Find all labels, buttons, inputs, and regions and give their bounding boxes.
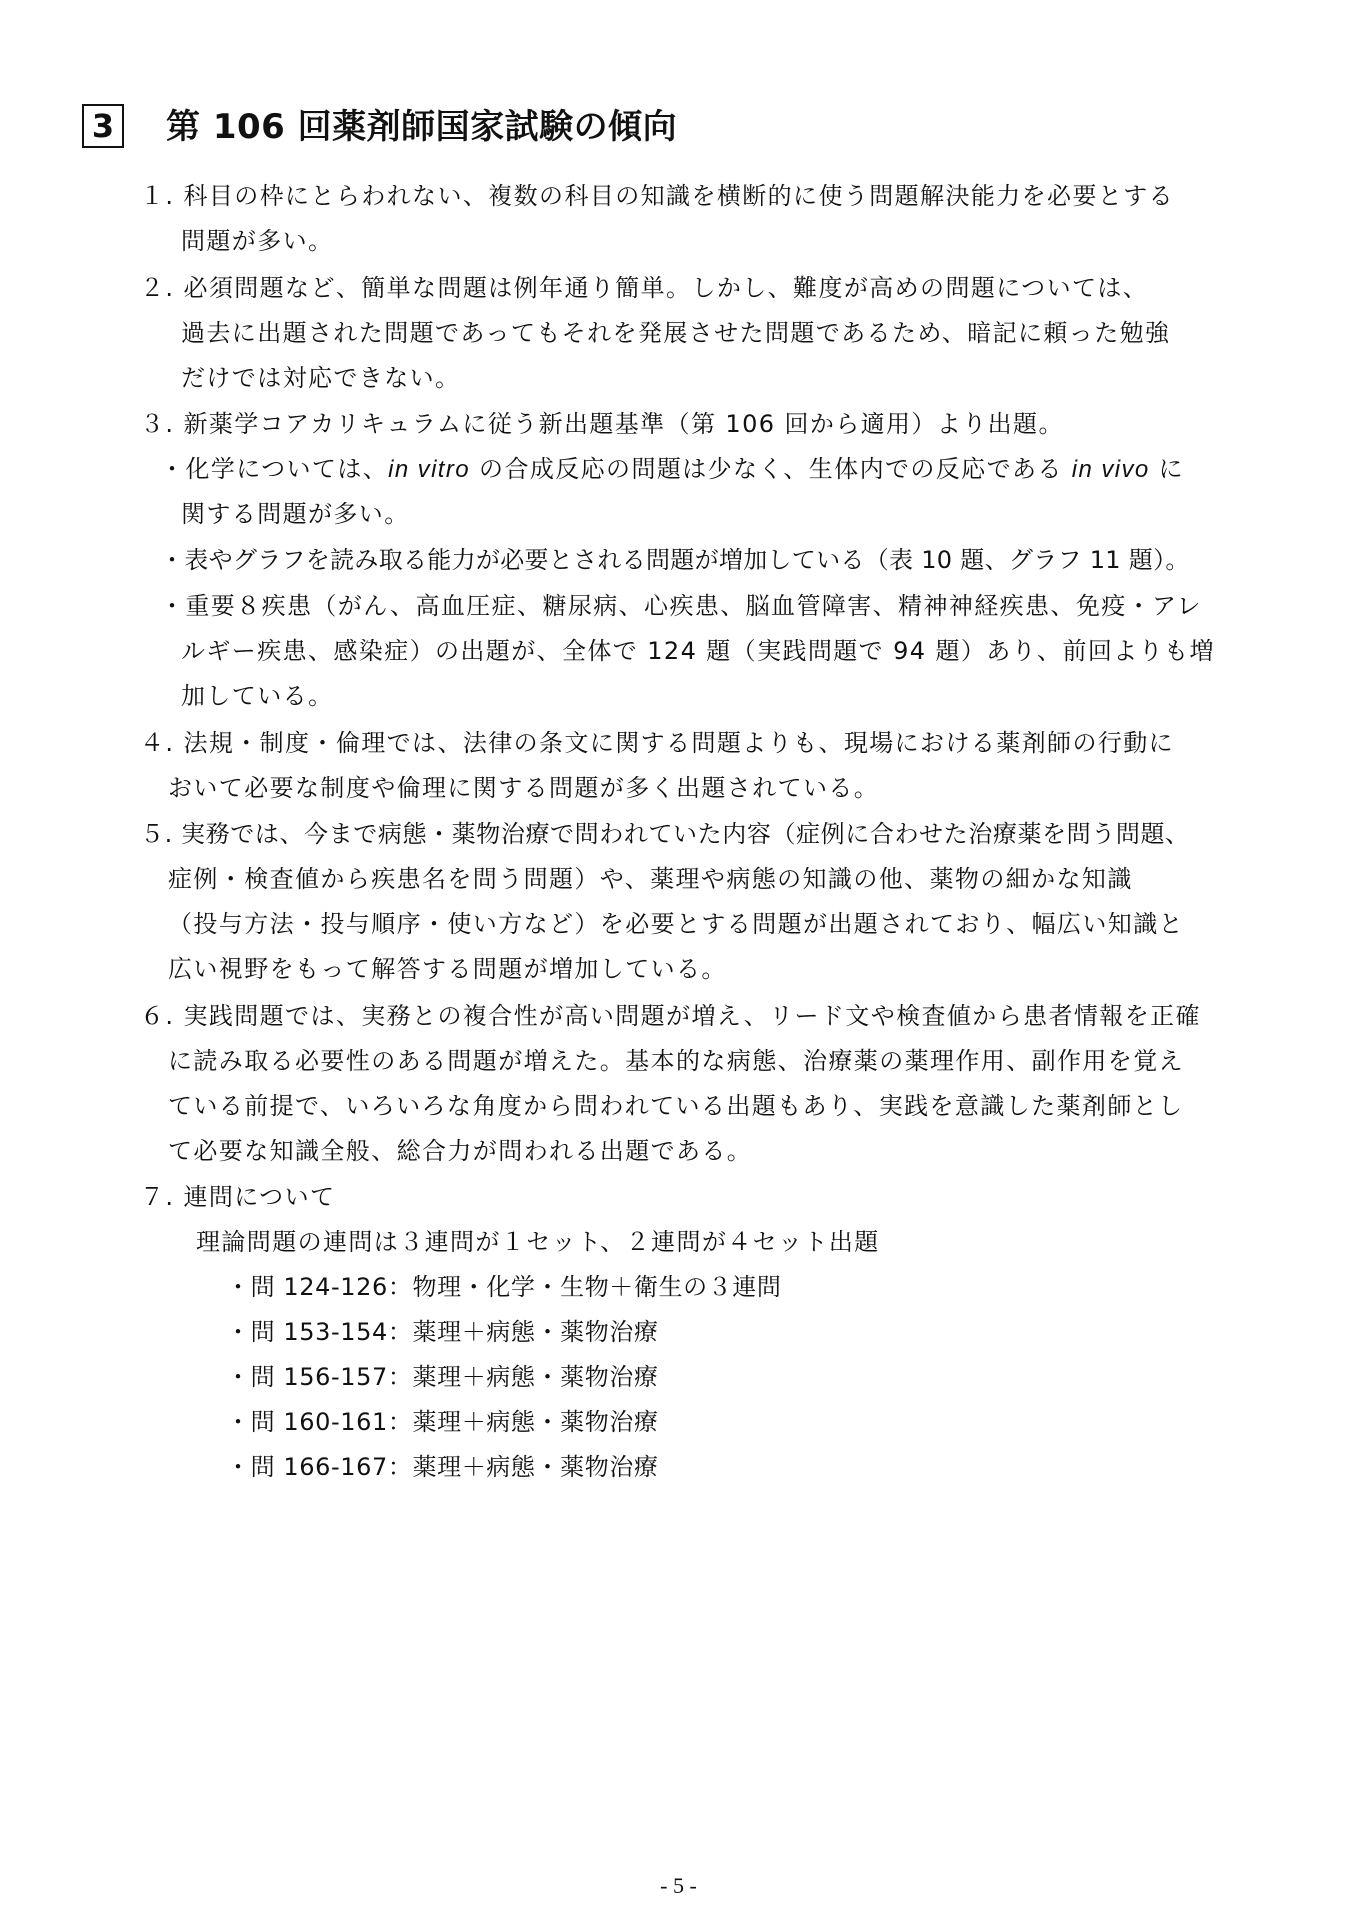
item-3-bullet-3-line-2: ルギー疾患、感染症）の出題が、全体で 124 題（実践問題で 94 題）あり、前回よりも増 bbox=[181, 637, 1215, 665]
item-3-bullet-2: ・表やグラフを読み取る能力が必要とされる問題が増加している（表 10 題、グラフ 11 題）。 bbox=[160, 546, 1190, 574]
item-7-sub-3: ・問 156-157：薬理＋病態・薬物治療 bbox=[226, 1363, 659, 1391]
item-4-line-2: おいて必要な制度や倫理に関する問題が多く出題されている。 bbox=[168, 774, 880, 802]
item-4-line-1: ４. 法規・制度・倫理では、法律の条文に関する問題よりも、現場における薬剤師の行動に bbox=[140, 729, 1175, 757]
item-3-bullet-3-line-1: ・重要８疾患（がん、高血圧症、糖尿病、心疾患、脳血管障害、精神神経疾患、免疫・アレ bbox=[160, 592, 1202, 620]
item-6-line-2: に読み取る必要性のある問題が増えた。基本的な病態、治療薬の薬理作用、副作用を覚え bbox=[168, 1047, 1184, 1075]
item-3-bullet-1-line-2: 関する問題が多い。 bbox=[181, 500, 410, 528]
in-vitro-term: in vitro bbox=[388, 456, 471, 483]
item-7-sub-1: ・問 124-126：物理・化学・生物＋衛生の３連問 bbox=[226, 1273, 782, 1301]
item-5-line-1: ５. 実務では、今まで病態・薬物治療で問われていた内容（症例に合わせた治療薬を問う問題、 bbox=[140, 820, 1190, 848]
section-number-box: 3 bbox=[82, 104, 124, 148]
in-vivo-term: in vivo bbox=[1071, 456, 1150, 483]
item-5-line-3: （投与方法・投与順序・使い方など）を必要とする問題が出題されており、幅広い知識と bbox=[168, 910, 1184, 938]
section-title: 第 106 回薬剤師国家試験の傾向 bbox=[166, 107, 678, 147]
bullet-1-text-c: に bbox=[1149, 455, 1185, 483]
item-6-line-4: て必要な知識全般、総合力が問われる出題である。 bbox=[168, 1137, 753, 1165]
item-1-line-2: 問題が多い。 bbox=[181, 227, 334, 255]
item-2-line-2: 過去に出題された問題であってもそれを発展させた問題であるため、暗記に頼った勉強 bbox=[181, 319, 1171, 347]
item-6-line-1: ６. 実践問題では、実務との複合性が高い問題が増え、リード文や検査値から患者情報を正確 bbox=[140, 1002, 1201, 1030]
item-3-bullet-3-line-3: 加している。 bbox=[181, 682, 334, 710]
item-6-line-3: ている前提で、いろいろな角度から問われている出題もあり、実践を意識した薬剤師とし bbox=[168, 1092, 1184, 1120]
item-5-line-2: 症例・検査値から疾患名を問う問題）や、薬理や病態の知識の他、薬物の細かな知識 bbox=[168, 865, 1133, 893]
item-7-sub-2: ・問 153-154：薬理＋病態・薬物治療 bbox=[226, 1318, 659, 1346]
item-2-line-3: だけでは対応できない。 bbox=[181, 364, 461, 392]
bullet-1-text-a: ・化学については、 bbox=[160, 455, 389, 483]
item-3-line-1: ３. 新薬学コアカリキュラムに従う新出題基準（第 106 回から適用）より出題。 bbox=[140, 410, 1064, 438]
item-7-line-2: 理論問題の連問は３連問が１セット、２連問が４セット出題 bbox=[196, 1228, 880, 1256]
item-5-line-4: 広い視野をもって解答する問題が増加している。 bbox=[168, 955, 727, 983]
item-1-line-1: １. 科目の枠にとらわれない、複数の科目の知識を横断的に使う問題解決能力を必要とする bbox=[140, 182, 1175, 210]
item-7-sub-5: ・問 166-167：薬理＋病態・薬物治療 bbox=[226, 1453, 659, 1481]
item-3-bullet-1-line-1 bbox=[160, 447, 1184, 492]
item-7-line-1: ７. 連問について bbox=[140, 1183, 336, 1211]
page-number: - 5 - bbox=[660, 1873, 697, 1898]
item-7-sub-4: ・問 160-161：薬理＋病態・薬物治療 bbox=[226, 1408, 659, 1436]
item-2-line-1: ２. 必須問題など、簡単な問題は例年通り簡単。しかし、難度が高めの問題については、 bbox=[140, 274, 1149, 302]
bullet-1-text-b: の合成反応の問題は少なく、生体内での反応である bbox=[470, 455, 1072, 483]
